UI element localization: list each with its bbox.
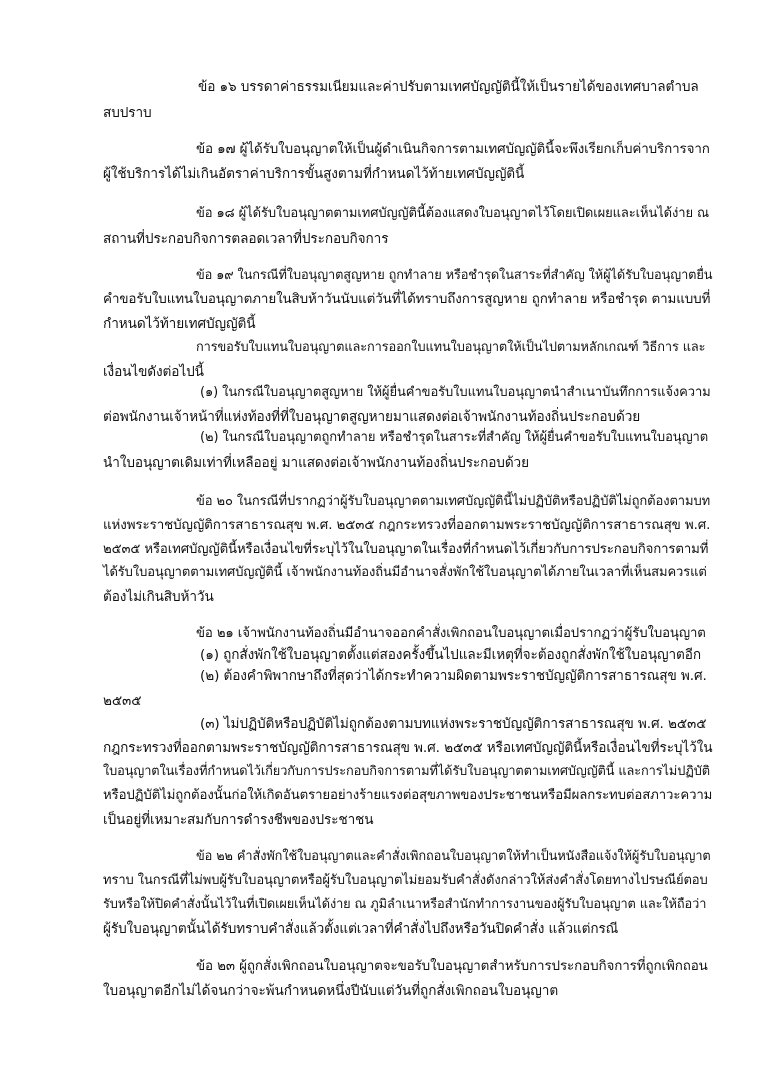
clause-21-item-3-line-3: ใบอนุญาตในเรื่องที่กำหนดไว้เกี่ยวกับการประกอบกิจการตามที่ได้รับใบอนุญาตตามเทศบัญญัตินี้ และการไม่ปฏิบัติ (103, 764, 710, 779)
clause-20-line-2: แห่งพระราชบัญญัติการสาธารณสุข พ.ศ. ๒๕๓๕ กฎกระทรวงที่ออกตามพระราชบัญญัติการสาธารณสุข พ.ศ. (103, 518, 711, 533)
clause-19-line-2: คำขอรับใบแทนใบอนุญาตภายในสิบห้าวันนับแต่วันที่ได้ทราบถึงการสูญหาย ถูกทำลาย หรือชำรุด ตามแบบที่ (103, 292, 711, 307)
clause-17-line-2: ผู้ใช้บริการได้ไม่เกินอัตราค่าบริการขั้นสูงตามที่กำหนดไว้ท้ายเทศบัญญัตินี้ (103, 166, 525, 182)
clause-20-line-1: ข้อ ๒๐ ในกรณีที่ปรากฏว่าผู้รับใบอนุญาตตามเทศบัญญัตินี้ไม่ปฏิบัติหรือปฏิบัติไม่ถูกต้องตามบท (196, 494, 711, 509)
clause-21-item-3-line-2: กฎกระทรวงที่ออกตามพระราชบัญญัติการสาธารณสุข พ.ศ. ๒๕๓๕ หรือเทศบัญญัตินี้หรือเงื่อนไขที่ระบุไว้ใน (103, 740, 713, 756)
clause-19-item-2-line-1: (๒) ในกรณีใบอนุญาตถูกทำลาย หรือชำรุดในสาระที่สำคัญ ให้ผู้ยื่นคำขอรับใบแทนใบอนุญาต (200, 430, 709, 445)
clause-19-item-1-line-1: (๑) ในกรณีใบอนุญาตสูญหาย ให้ผู้ยื่นคำขอรับใบแทนใบอนุญาตนำสำเนาบันทึกการแจ้งความ (200, 385, 711, 400)
clause-21-item-1: (๑) ถูกสั่งพักใช้ใบอนุญาตตั้งแต่สองครั้งขึ้นไปและมีเหตุที่จะต้องถูกสั่งพักใช้ใบอนุญาตอีก (200, 647, 701, 663)
clause-22-line-1: ข้อ ๒๒ คำสั่งพักใช้ใบอนุญาตและคำสั่งเพิกถอนใบอนุญาตให้ทำเป็นหนังสือแจ้งให้ผู้รับใบอนุญาต (196, 849, 711, 864)
clause-21-line-1: ข้อ ๒๑ เจ้าพนักงานท้องถิ่นมีอำนาจออกคำสั่งเพิกถอนใบอนุญาตเมื่อปรากฏว่าผู้รับใบอนุญาต (196, 626, 706, 641)
clause-21-item-2-line-1: (๒) ต้องคำพิพากษาถึงที่สุดว่าได้กระทำความผิดตามพระราชบัญญัติการสาธารณสุข พ.ศ. (200, 668, 707, 684)
clause-19-para2-line-2: เงื่อนไขดังต่อไปนี้ (103, 364, 204, 380)
clause-17-line-1: ข้อ ๑๗ ผู้ได้รับใบอนุญาตให้เป็นผู้ดำเนินกิจการตามเทศบัญญัตินี้จะพึงเรียกเก็บค่าบริการจาก (196, 142, 710, 157)
clause-18-line-2: สถานที่ประกอบกิจการตลอดเวลาที่ประกอบกิจการ (103, 231, 389, 247)
clause-22-line-3: รับหรือให้ปิดคำสั่งนั้นไว้ในที่เปิดเผยเห็นได้ง่าย ณ ภูมิลำเนาหรือสำนักทำการงานของผู้รับใบอนุญาต และให้ถือว่า (103, 897, 707, 912)
clause-19-item-2-line-2: นำใบอนุญาตเดิมเท่าที่เหลืออยู่ มาแสดงต่อเจ้าพนักงานท้องถิ่นประกอบด้วย (103, 455, 529, 471)
clause-23-line-1: ข้อ ๒๓ ผู้ถูกสั่งเพิกถอนใบอนุญาตจะขอรับใบอนุญาตสำหรับการประกอบกิจการที่ถูกเพิกถอน (196, 959, 708, 974)
clause-22-line-4: ผู้รับใบอนุญาตนั้นได้รับทราบคำสั่งแล้วตั้งแต่เวลาที่คำสั่งไปถึงหรือวันปิดคำสั่ง แล้วแต่กรณี (103, 921, 619, 937)
clause-19-item-1-line-2: ต่อพนักงานเจ้าหน้าที่แห่งท้องที่ที่ใบอนุญาตสูญหายมาแสดงต่อเจ้าพนักงานท้องถิ่นประกอบด้วย (103, 409, 641, 425)
clause-20-line-5: ต้องไม่เกินสิบห้าวัน (103, 589, 214, 605)
clause-18-line-1: ข้อ ๑๘ ผู้ได้รับใบอนุญาตตามเทศบัญญัตินี้ต้องแสดงใบอนุญาตไว้โดยเปิดเผยและเห็นได้ง่าย ณ (196, 206, 709, 221)
clause-23-line-2: ใบอนุญาตอีกไม่ได้จนกว่าจะพ้นกำหนดหนึ่งปีนับแต่วันที่ถูกสั่งเพิกถอนใบอนุญาต (103, 983, 559, 999)
clause-22-line-2: ทราบ ในกรณีที่ไม่พบผู้รับใบอนุญาตหรือผู้รับใบอนุญาตไม่ยอมรับคำสั่งดังกล่าวให้ส่งคำสั่งโดยทางไปรษณีย์ตอบ (103, 873, 708, 888)
clause-20-line-4: ได้รับใบอนุญาตตามเทศบัญญัตินี้ เจ้าพนักงานท้องถิ่นมีอำนาจสั่งพักใช้ใบอนุญาตได้ภายในเวลาที่เห็นสมควรแต่ (103, 565, 707, 580)
clause-16-line-2: สบปราบ (103, 105, 152, 121)
clause-21-item-3-line-5: เป็นอยู่ที่เหมาะสมกับการดำรงชีพของประชาชน (103, 812, 374, 828)
clause-19-line-3: กำหนดไว้ท้ายเทศบัญญัตินี้ (103, 316, 256, 332)
clause-21-item-3-line-1: (๓) ไม่ปฏิบัติหรือปฏิบัติไม่ถูกต้องตามบทแห่งพระราชบัญญัติการสาธารณสุข พ.ศ. ๒๕๓๕ (200, 716, 707, 732)
clause-21-item-2-line-2: ๒๕๓๕ (103, 693, 142, 709)
clause-19-para2-line-1: การขอรับใบแทนใบอนุญาตและการออกใบแทนใบอนุญาตให้เป็นไปตามหลักเกณฑ์ วิธีการ และ (196, 340, 706, 355)
clause-21-item-3-line-4: หรือปฏิบัติไม่ถูกต้องนั้นก่อให้เกิดอันตรายอย่างร้ายแรงต่อสุขภาพของประชาชนหรือมีผลกระทบต่อสภาวะความ (103, 788, 713, 803)
clause-16-line-1: ข้อ ๑๖ บรรดาค่าธรรมเนียมและค่าปรับตามเทศบัญญัตินี้ให้เป็นรายได้ของเทศบาลตำบล (198, 79, 699, 95)
clause-19-line-1: ข้อ ๑๙ ในกรณีที่ใบอนุญาตสูญหาย ถูกทำลาย หรือชำรุดในสาระที่สำคัญ ให้ผู้ได้รับใบอนุญาตยื่น (196, 268, 713, 283)
clause-20-line-3: ๒๕๓๕ หรือเทศบัญญัตินี้หรือเงื่อนไขที่ระบุไว้ในใบอนุญาตในเรื่องที่กำหนดไว้เกี่ยวกับการประกอบกิจการตามที่ (103, 542, 709, 557)
